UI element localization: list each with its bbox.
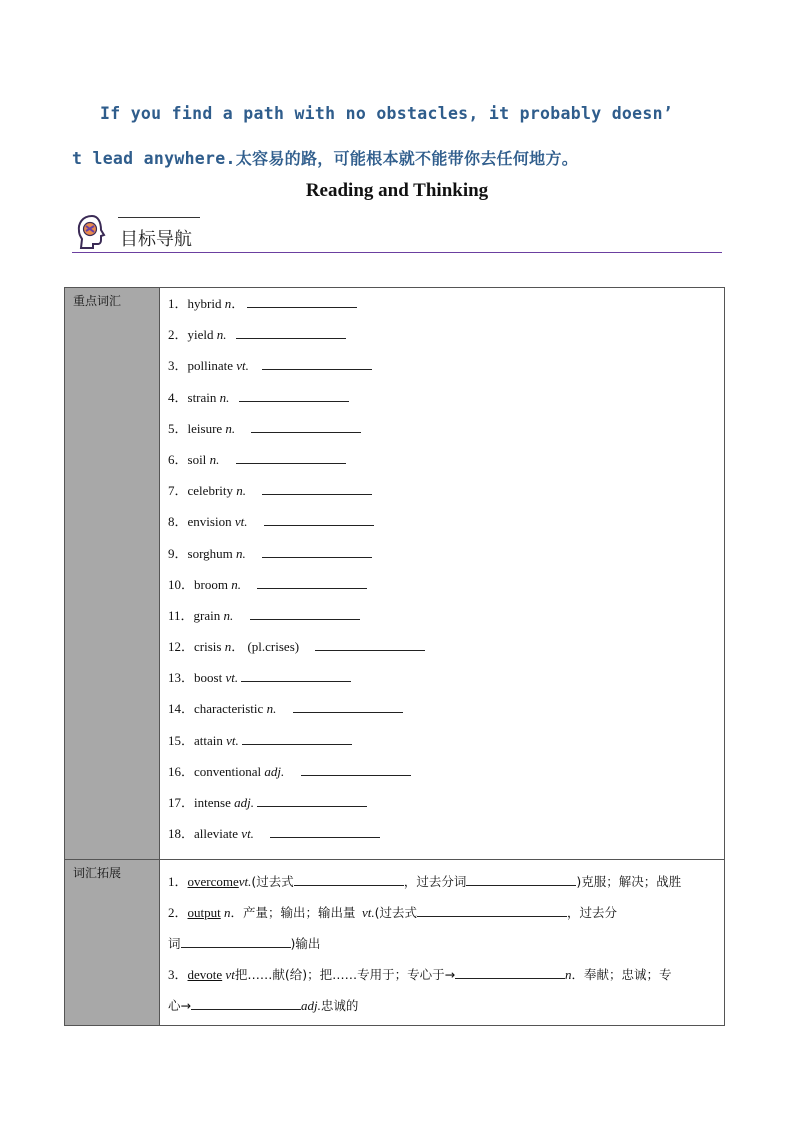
answer-blank[interactable] xyxy=(315,638,425,651)
extension-text: (过去式 xyxy=(251,874,294,890)
vocab-word: crisis xyxy=(194,639,222,655)
item-number: 7． xyxy=(168,483,188,499)
vocab-item xyxy=(168,762,724,793)
section-label: 目标导航 xyxy=(120,229,192,250)
vocab-note: ． (pl.crises) xyxy=(231,639,300,655)
vocab-item xyxy=(168,294,724,325)
vocab-item xyxy=(168,731,724,762)
vocab-item xyxy=(168,512,724,543)
extension-list xyxy=(160,860,725,1026)
part-of-speech: vt. xyxy=(234,514,248,530)
item-number: 15． xyxy=(168,732,195,748)
part-of-speech: adj. xyxy=(264,763,285,779)
item-number: 5． xyxy=(168,420,188,436)
extension-text: ，过去分 xyxy=(567,905,618,921)
item-number: 13． xyxy=(168,670,195,686)
extension-text: )克服；解决；战胜 xyxy=(576,874,682,890)
answer-blank[interactable] xyxy=(247,295,357,308)
part-of-speech: n. xyxy=(225,420,236,436)
part-of-speech: n. xyxy=(231,576,241,592)
part-of-speech: n. xyxy=(223,607,234,623)
item-number: 14． xyxy=(168,701,195,717)
item-number: 17． xyxy=(168,795,195,810)
extension-word: devote xyxy=(187,967,223,983)
item-number: 3． xyxy=(168,358,188,374)
part-of-speech: n xyxy=(224,905,231,921)
item-number: 10． xyxy=(168,576,195,592)
answer-blank[interactable] xyxy=(262,357,372,370)
vocabulary-table xyxy=(64,287,725,1026)
vocab-item xyxy=(168,699,724,730)
page-title: Reading and Thinking xyxy=(305,180,489,201)
vocab-word: broom xyxy=(194,576,228,592)
vocab-word: alleviate xyxy=(194,826,239,842)
vocabulary-list xyxy=(160,288,725,860)
category-vocabulary-extension: 词汇拓展 xyxy=(65,860,160,1026)
item-number: 8． xyxy=(168,514,188,530)
extension-text: )输出 xyxy=(290,936,321,952)
part-of-speech: n. xyxy=(236,483,246,499)
key-vocabulary-row xyxy=(65,288,725,860)
item-number: 4． xyxy=(168,389,188,405)
answer-blank[interactable] xyxy=(242,732,352,745)
answer-blank[interactable] xyxy=(241,669,351,682)
answer-blank[interactable] xyxy=(250,607,360,620)
quote-line-2-en: t lead anywhere. xyxy=(72,149,236,168)
quote-line-1: If you find a path with no obstacles, it probably doesn’ xyxy=(100,104,674,123)
part-of-speech: n. xyxy=(266,701,277,717)
answer-blank[interactable] xyxy=(181,935,291,948)
category-key-vocabulary: 重点词汇 xyxy=(65,288,160,860)
vocab-item xyxy=(168,668,724,699)
extension-item-1 xyxy=(168,866,724,897)
item-number: 12． xyxy=(168,639,195,655)
part-of-speech: vt. xyxy=(238,874,252,890)
answer-blank[interactable] xyxy=(262,545,372,558)
vocab-word: attain xyxy=(194,732,223,748)
answer-blank[interactable] xyxy=(262,482,372,495)
vocab-word: sorghum xyxy=(187,545,233,561)
answer-blank[interactable] xyxy=(417,904,567,917)
quote-line-2 xyxy=(72,146,578,169)
vocab-word: leisure xyxy=(187,420,223,436)
part-of-speech: n. xyxy=(236,545,246,561)
extension-text: (过去式 xyxy=(374,905,418,921)
vocab-word: envision xyxy=(187,514,232,530)
vocab-item xyxy=(168,450,724,481)
vocab-item xyxy=(168,325,724,356)
part-of-speech: n. xyxy=(209,451,220,467)
answer-blank[interactable] xyxy=(191,997,301,1010)
vocab-item xyxy=(168,419,724,450)
vocab-item xyxy=(168,356,724,387)
vocab-word: yield xyxy=(187,327,214,343)
part-of-speech: vt. xyxy=(225,670,239,686)
vocab-item xyxy=(168,793,724,824)
item-number: 2． xyxy=(168,905,188,921)
header-short-line xyxy=(118,217,200,218)
extension-text: 忠诚的 xyxy=(320,998,359,1014)
part-of-speech: vt xyxy=(225,967,235,983)
extension-item-3 xyxy=(168,959,724,1021)
vocabulary-extension-row xyxy=(65,860,725,1026)
answer-blank[interactable] xyxy=(257,576,367,589)
quote-line-2-cn: 太容易的路，可能根本就不能带你去任何地方。 xyxy=(235,149,579,168)
part-of-speech: adj. xyxy=(300,998,321,1014)
vocab-word: conventional xyxy=(194,763,262,779)
answer-blank[interactable] xyxy=(455,966,565,979)
extension-text: ，过去分词 xyxy=(403,874,467,890)
item-number: 9． xyxy=(168,545,188,561)
extension-text: ．奉献；忠诚；专 xyxy=(571,967,672,983)
answer-blank[interactable] xyxy=(301,763,411,776)
extension-word: overcome xyxy=(187,874,239,890)
item-number: 11． xyxy=(168,607,194,623)
vocab-item xyxy=(168,606,724,637)
part-of-speech: adj. xyxy=(234,795,254,810)
answer-blank[interactable] xyxy=(466,873,576,886)
vocab-note: ． xyxy=(231,296,245,311)
answer-blank[interactable] xyxy=(251,420,361,433)
extension-word: output xyxy=(187,905,221,921)
vocab-word: grain xyxy=(193,607,221,623)
extension-text: ．产量；输出；输出量 xyxy=(230,905,356,921)
extension-text: 心→ xyxy=(168,998,191,1014)
answer-blank[interactable] xyxy=(264,513,374,526)
answer-blank[interactable] xyxy=(270,825,380,838)
part-of-speech: vt. xyxy=(241,826,254,842)
part-of-speech: n. xyxy=(219,389,230,405)
vocab-word: strain xyxy=(187,389,217,405)
part-of-speech: n xyxy=(224,639,232,655)
vocab-word: pollinate xyxy=(187,358,234,374)
extension-text: 把……献(给)；把……专用于；专心于→ xyxy=(234,967,456,983)
answer-blank[interactable] xyxy=(236,326,346,339)
vocab-item xyxy=(168,824,724,855)
section-header xyxy=(72,212,722,254)
vocab-item xyxy=(168,481,724,512)
item-number: 3． xyxy=(168,967,188,983)
vocab-word: intense xyxy=(194,795,231,810)
vocab-word: celebrity xyxy=(187,483,233,499)
part-of-speech: n xyxy=(224,296,232,311)
part-of-speech: vt. xyxy=(236,358,249,374)
item-number: 1． xyxy=(168,296,188,311)
vocab-word: soil xyxy=(187,451,207,467)
answer-blank[interactable] xyxy=(293,700,403,713)
extension-item-2 xyxy=(168,897,724,959)
answer-blank[interactable] xyxy=(294,873,404,886)
part-of-speech: n. xyxy=(216,327,227,343)
extension-text: 词 xyxy=(168,936,181,952)
item-number: 1． xyxy=(168,874,188,890)
answer-blank[interactable] xyxy=(257,794,367,807)
item-number: 6． xyxy=(168,451,188,467)
part-of-speech: vt. xyxy=(226,732,239,748)
item-number: 2． xyxy=(168,327,188,343)
header-rule xyxy=(72,252,722,253)
vocab-word: characteristic xyxy=(194,701,264,717)
item-number: 16． xyxy=(168,763,195,779)
vocab-item xyxy=(168,544,724,575)
vocab-item xyxy=(168,388,724,419)
vocab-item xyxy=(168,637,724,668)
answer-blank[interactable] xyxy=(236,451,346,464)
answer-blank[interactable] xyxy=(239,389,349,402)
vocab-word: hybrid xyxy=(187,296,222,311)
head-profile-icon xyxy=(75,214,109,252)
part-of-speech: vt. xyxy=(362,905,375,921)
item-number: 18． xyxy=(168,826,195,842)
part-of-speech: n xyxy=(565,967,572,983)
vocab-item xyxy=(168,575,724,606)
vocab-word: boost xyxy=(194,670,223,686)
